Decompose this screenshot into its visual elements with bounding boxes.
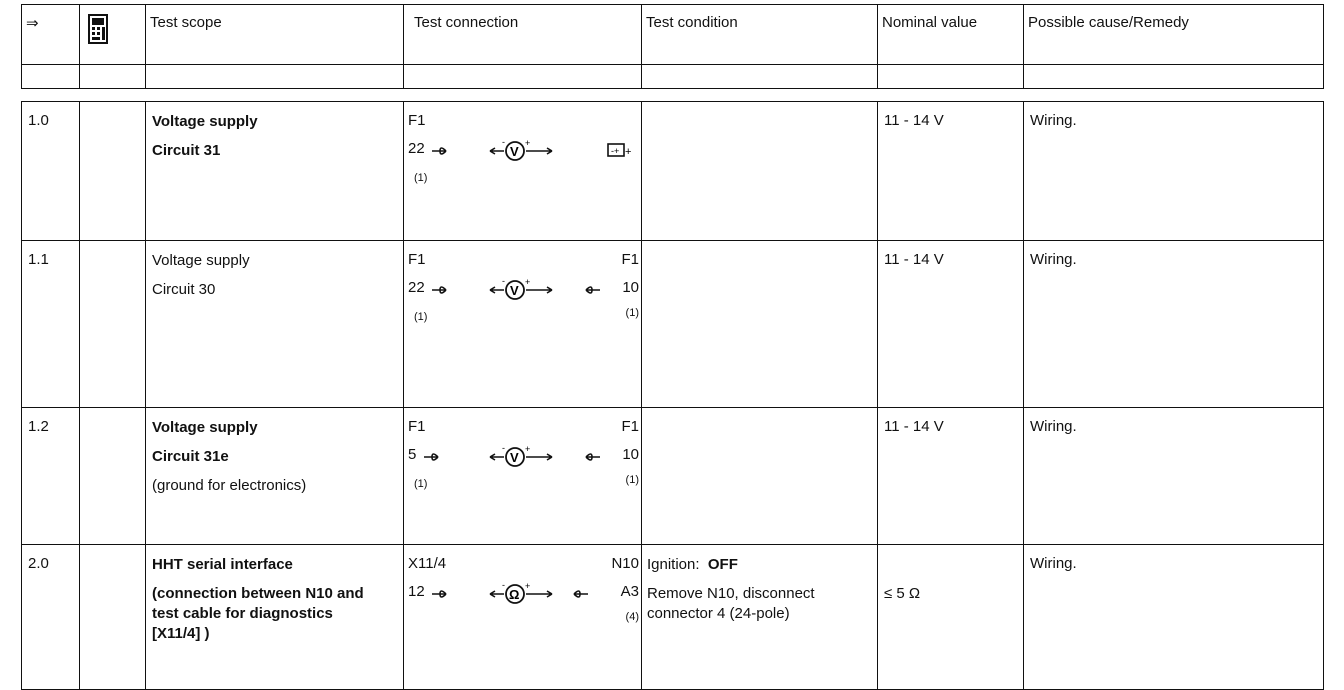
svg-text:V: V: [510, 283, 519, 298]
remedy: Wiring.: [1024, 408, 1324, 545]
remedy: Wiring.: [1024, 545, 1324, 690]
nominal-value: 11 - 14 V: [878, 408, 1024, 545]
tester-cell: [80, 408, 146, 545]
test-scope: Voltage supply Circuit 31: [146, 102, 404, 241]
remedy: Wiring.: [1024, 102, 1324, 241]
test-connection: F1 F1 5 10 (1) (1) V - +: [404, 408, 642, 545]
test-scope: Voltage supply Circuit 31e (ground for electronics): [146, 408, 404, 545]
test-connection: F1 22 (1) V - + -+ +: [404, 102, 642, 241]
table-row: [22, 102, 1324, 241]
test-condition: [642, 241, 878, 408]
nominal-value-header: Nominal value: [878, 5, 1024, 65]
svg-text:V: V: [510, 144, 519, 159]
tester-cell: [80, 102, 146, 241]
voltmeter-icon: [404, 278, 634, 302]
svg-text:-: -: [502, 278, 505, 286]
test-table: [21, 101, 1324, 690]
tester-cell: [80, 545, 146, 690]
arrow-header: ⇒: [22, 5, 80, 65]
test-condition: [642, 408, 878, 545]
test-scope-header: Test scope: [146, 5, 404, 65]
svg-text:+: +: [525, 278, 531, 287]
svg-text:+: +: [625, 146, 632, 158]
svg-text:-: -: [502, 582, 505, 590]
test-connection: F1 F1 22 10 (1) (1) V - +: [404, 241, 642, 408]
nominal-value: ≤ 5 Ω: [878, 545, 1024, 690]
ohmmeter-icon: [404, 582, 634, 606]
hand-held-tester-icon: [80, 5, 146, 65]
svg-text:Ω: Ω: [509, 587, 520, 602]
step-number: 2.0: [22, 545, 80, 690]
nominal-value: 11 - 14 V: [878, 102, 1024, 241]
svg-text:+: +: [525, 139, 531, 148]
test-condition: [642, 102, 878, 241]
table-row: [22, 408, 1324, 545]
voltmeter-icon: [404, 445, 634, 469]
test-scope: HHT serial interface (connection between N10 and test cable for diagnostics [X11/4] ): [146, 545, 404, 690]
test-condition-header: Test condition: [642, 5, 878, 65]
table-row: [22, 241, 1324, 408]
voltmeter-icon: [404, 139, 634, 163]
nominal-value: 11 - 14 V: [878, 241, 1024, 408]
svg-text:+: +: [525, 445, 531, 454]
test-scope: Voltage supply Circuit 30: [146, 241, 404, 408]
svg-text:V: V: [510, 450, 519, 465]
test-connection-header: Test connection: [404, 5, 642, 65]
tester-cell: [80, 241, 146, 408]
table-row: [22, 545, 1324, 690]
test-connection: X11/4 N10 12 A3 (4) Ω - +: [404, 545, 642, 690]
step-number: 1.0: [22, 102, 80, 241]
header-table: [21, 4, 1324, 89]
svg-text:+: +: [525, 582, 531, 591]
svg-text:-+: -+: [611, 146, 620, 156]
test-condition: Ignition: OFF Remove N10, disconnect connector 4 (24-pole): [642, 545, 878, 690]
remedy: Wiring.: [1024, 241, 1324, 408]
svg-text:-: -: [502, 139, 505, 147]
step-number: 1.2: [22, 408, 80, 545]
svg-text:-: -: [502, 445, 505, 453]
remedy-header: Possible cause/Remedy: [1024, 5, 1324, 65]
step-number: 1.1: [22, 241, 80, 408]
